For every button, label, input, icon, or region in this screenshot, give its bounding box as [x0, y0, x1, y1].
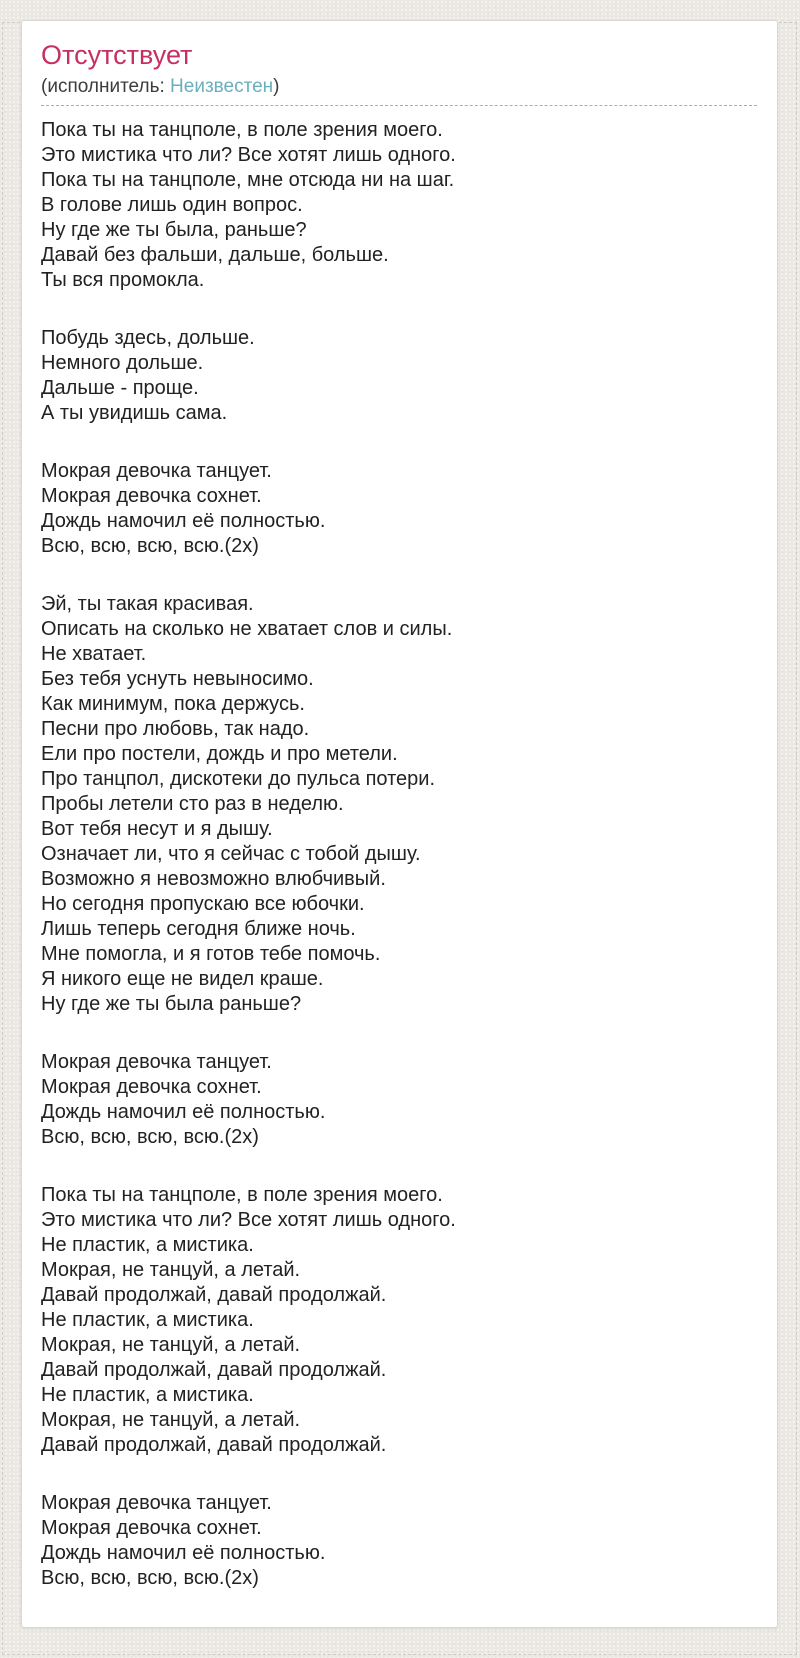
lyrics-stanza — [41, 118, 757, 293]
lyric-line: Ну где же ты была раньше? — [41, 993, 302, 1015]
lyric-line: Дождь намочил её полностью. — [41, 1542, 326, 1564]
lyric-line: Лишь теперь сегодня ближе ночь. — [41, 918, 356, 940]
lyric-line: Мокрая, не танцуй, а летай. — [41, 1259, 301, 1281]
lyric-line: Песни про любовь, так надо. — [41, 718, 310, 740]
lyric-line: Давай продолжай, давай продолжай. — [41, 1434, 387, 1456]
lyric-line: Ели про постели, дождь и про метели. — [41, 743, 398, 765]
lyric-line: Мокрая, не танцуй, а летай. — [41, 1409, 301, 1431]
lyric-line: Пробы летели сто раз в неделю. — [41, 793, 344, 815]
lyric-line: Мне помогла, и я готов тебе помочь. — [41, 943, 381, 965]
lyric-line: Немного дольше. — [41, 352, 204, 374]
lyric-line: Пока ты на танцполе, мне отсюда ни на шаг. — [41, 169, 455, 191]
lyric-line: Вот тебя несут и я дышу. — [41, 818, 273, 840]
dashed-separator — [41, 105, 757, 106]
lyrics-stanza — [41, 326, 757, 426]
lyric-line: Ну где же ты была, раньше? — [41, 219, 307, 241]
lyric-line: Давай продолжай, давай продолжай. — [41, 1284, 387, 1306]
lyric-line: Пока ты на танцполе, в поле зрения моего. — [41, 119, 443, 141]
lyric-line: Пока ты на танцполе, в поле зрения моего. — [41, 1184, 443, 1206]
lyric-line: Это мистика что ли? Все хотят лишь одного. — [41, 1209, 456, 1231]
artist-label-prefix: (исполнитель: — [41, 76, 171, 97]
lyric-line: Эй, ты такая красивая. — [41, 593, 254, 615]
lyric-line: Я никого еще не видел краше. — [41, 968, 324, 990]
lyric-line: Дождь намочил её полностью. — [41, 510, 326, 532]
lyric-line: Означает ли, что я сейчас с тобой дышу. — [41, 843, 421, 865]
lyric-line: Мокрая девочка танцует. — [41, 1051, 272, 1073]
lyric-line: Дальше - проще. — [41, 377, 199, 399]
lyrics-stanza — [41, 1491, 757, 1591]
lyric-line: Не пластик, а мистика. — [41, 1309, 254, 1331]
song-title: Отсутствует — [41, 40, 193, 70]
lyric-line: Но сегодня пропускаю все юбочки. — [41, 893, 365, 915]
artist-label-suffix: ) — [273, 76, 280, 97]
lyrics-stanza — [41, 592, 757, 1017]
lyric-line: Побудь здесь, дольше. — [41, 327, 255, 349]
lyric-line: Мокрая девочка сохнет. — [41, 1076, 262, 1098]
lyric-line: Это мистика что ли? Все хотят лишь одного. — [41, 144, 456, 166]
lyrics-stanza — [41, 1050, 757, 1150]
lyric-line: Давай без фальши, дальше, больше. — [41, 244, 389, 266]
lyrics-text — [41, 118, 757, 1591]
lyric-line: Не хватает. — [41, 643, 147, 665]
lyrics-stanza — [41, 459, 757, 559]
lyric-line: А ты увидишь сама. — [41, 402, 228, 424]
lyric-line: Не пластик, а мистика. — [41, 1384, 254, 1406]
artist-line — [41, 75, 757, 98]
lyric-line: Всю, всю, всю, всю.(2х) — [41, 1567, 259, 1589]
lyric-line: Не пластик, а мистика. — [41, 1234, 254, 1256]
lyric-line: Как минимум, пока держусь. — [41, 693, 305, 715]
lyric-line: Мокрая девочка сохнет. — [41, 485, 262, 507]
lyrics-stanza — [41, 1183, 757, 1458]
lyric-line: Всю, всю, всю, всю.(2х) — [41, 1126, 259, 1148]
lyric-line: Без тебя уснуть невыносимо. — [41, 668, 314, 690]
lyrics-card — [21, 20, 778, 1628]
lyric-line: Давай продолжай, давай продолжай. — [41, 1359, 387, 1381]
lyric-line: Дождь намочил её полностью. — [41, 1101, 326, 1123]
lyric-line: Возможно я невозможно влюбчивый. — [41, 868, 386, 890]
lyric-line: Про танцпол, дискотеки до пульса потери. — [41, 768, 436, 790]
lyric-line: Мокрая девочка сохнет. — [41, 1517, 262, 1539]
lyric-line: Мокрая девочка танцует. — [41, 460, 272, 482]
artist-link[interactable]: Неизвестен — [170, 76, 274, 97]
lyric-line: Мокрая девочка танцует. — [41, 1492, 272, 1514]
lyric-line: Всю, всю, всю, всю.(2х) — [41, 535, 259, 557]
lyric-line: В голове лишь один вопрос. — [41, 194, 303, 216]
lyric-line: Описать на сколько не хватает слов и силы. — [41, 618, 453, 640]
lyric-line: Ты вся промокла. — [41, 269, 205, 291]
lyric-line: Мокрая, не танцуй, а летай. — [41, 1334, 301, 1356]
